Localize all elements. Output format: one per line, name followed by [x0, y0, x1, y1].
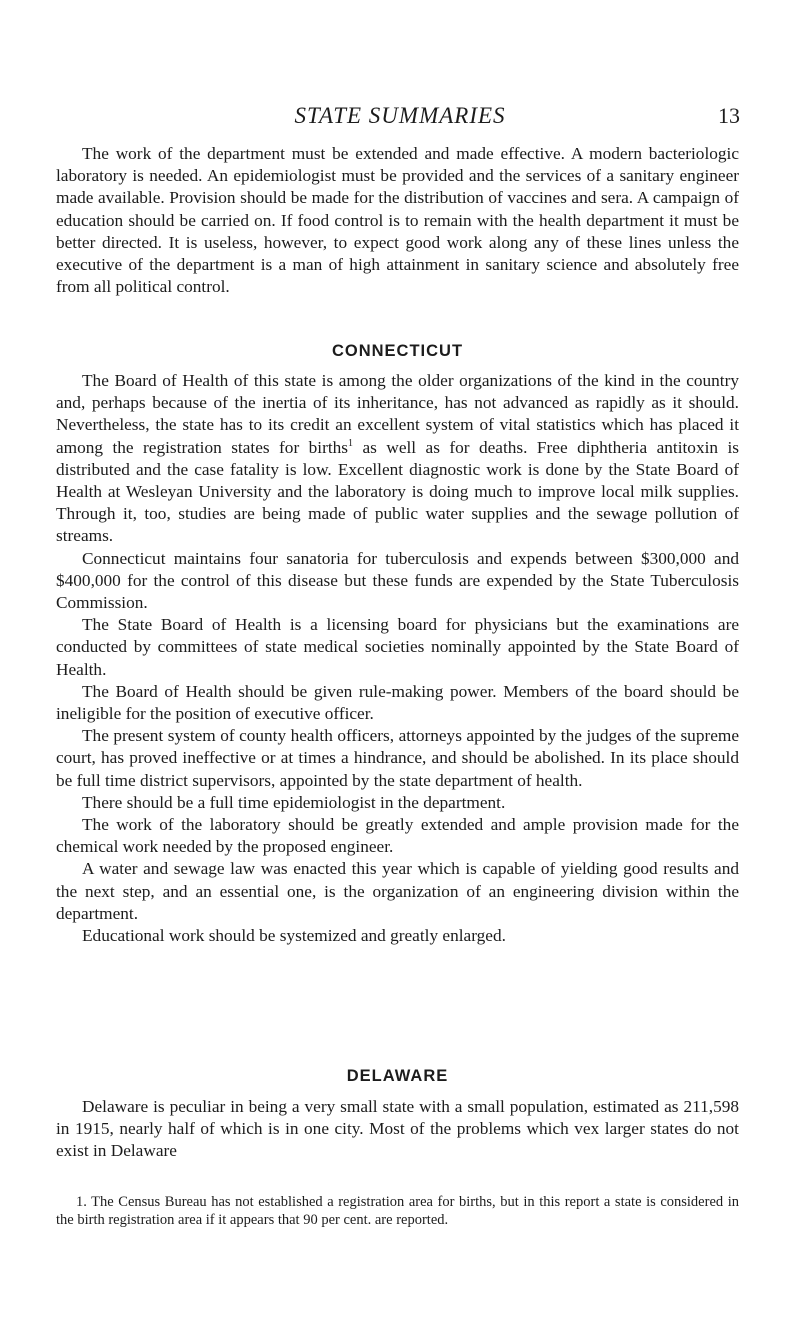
footnote-text: 1. The Census Bureau has not established a registration area for births, but in this report a state is considered in the birth registration area if it appears that 90 per cent. are reported.: [56, 1194, 739, 1228]
intro-paragraph: The work of the department must be extended and made effective. A modern bacteriologic laboratory is needed. An epidemiologist must be provided and the services of a sanitary engineer made available. Provision should be made for the distribution of vaccines and sera. A campaign of education should be carried on. If food control is to remain with the health department it must be better directed. It is useless, however, to expect good work along any of these lines unless the executive of the department is a man of high attainment in sanitary science and absolutely free from all political control.: [56, 144, 739, 297]
connecticut-paragraph-2: Connecticut maintains four sanatoria for tuberculosis and expends between $300,000 and $400,000 for the control of this disease but these funds are expended by the State Tuberculosis Commission.: [56, 548, 739, 613]
footnote: [56, 1194, 739, 1229]
delaware-paragraph-1: Delaware is peculiar in being a very small state with a small population, estimated as 211,598 in 1915, nearly half of which is in one city. Most of the problems which vex larger states do not exist in Delaware: [56, 1097, 739, 1161]
section-heading-delaware: DELAWARE: [346, 1067, 449, 1085]
paragraph-text: The Board of Health of this state is among the older organizations of the kind in the country and, perhaps because of the inertia of its inheritance, has not advanced as rapidly as it should. Nevertheless, the state has to its credit an excellent system of vital statistics which has placed it among the registration states for births: [56, 371, 739, 457]
running-head-title: STATE SUMMARIES: [294, 103, 506, 128]
paragraph-text: as well as for deaths. Free diphtheria antitoxin is distributed and the case fatality is low. Excellent diagnostic work is done by the State Board of Health at Wesleyan University and the laboratory is doing much to improve local milk supplies. Through it, too, studies are being made of public water supplies and the sewage pollution of streams.: [56, 437, 740, 546]
connecticut-section: [56, 370, 739, 947]
connecticut-paragraph-8: A water and sewage law was enacted this year which is capable of yielding good results and the next step, and an essential one, is the organization of an engineering division within the department.: [56, 859, 739, 923]
delaware-section: [56, 1096, 739, 1163]
connecticut-paragraph-1: [56, 370, 739, 548]
running-head: [60, 103, 740, 133]
connecticut-paragraph-6: There should be a full time epidemiologist in the department.: [82, 792, 506, 812]
connecticut-paragraph-9: Educational work should be systemized and greatly enlarged.: [82, 926, 506, 946]
section-heading-connecticut: CONNECTICUT: [331, 342, 464, 360]
page-number: 13: [718, 103, 740, 128]
intro-section: [56, 143, 739, 298]
connecticut-paragraph-3: The State Board of Health is a licensing board for physicians but the examinations are conducted by committees of state medical societies nominally appointed by the State Board of Health.: [56, 615, 739, 679]
connecticut-paragraph-7: The work of the laboratory should be greatly extended and ample provision made for the chemical work needed by the proposed engineer.: [56, 815, 739, 857]
footnote-reference: 1: [348, 437, 354, 449]
connecticut-paragraph-5: The present system of county health officers, attorneys appointed by the judges of the supreme court, has proved ineffective or at times a hindrance, and should be abolished. In its place should be full time district supervisors, appointed by the state department of health.: [56, 726, 739, 790]
connecticut-paragraph-4: The Board of Health should be given rule-making power. Members of the board should be ineligible for the position of executive officer.: [56, 681, 739, 724]
